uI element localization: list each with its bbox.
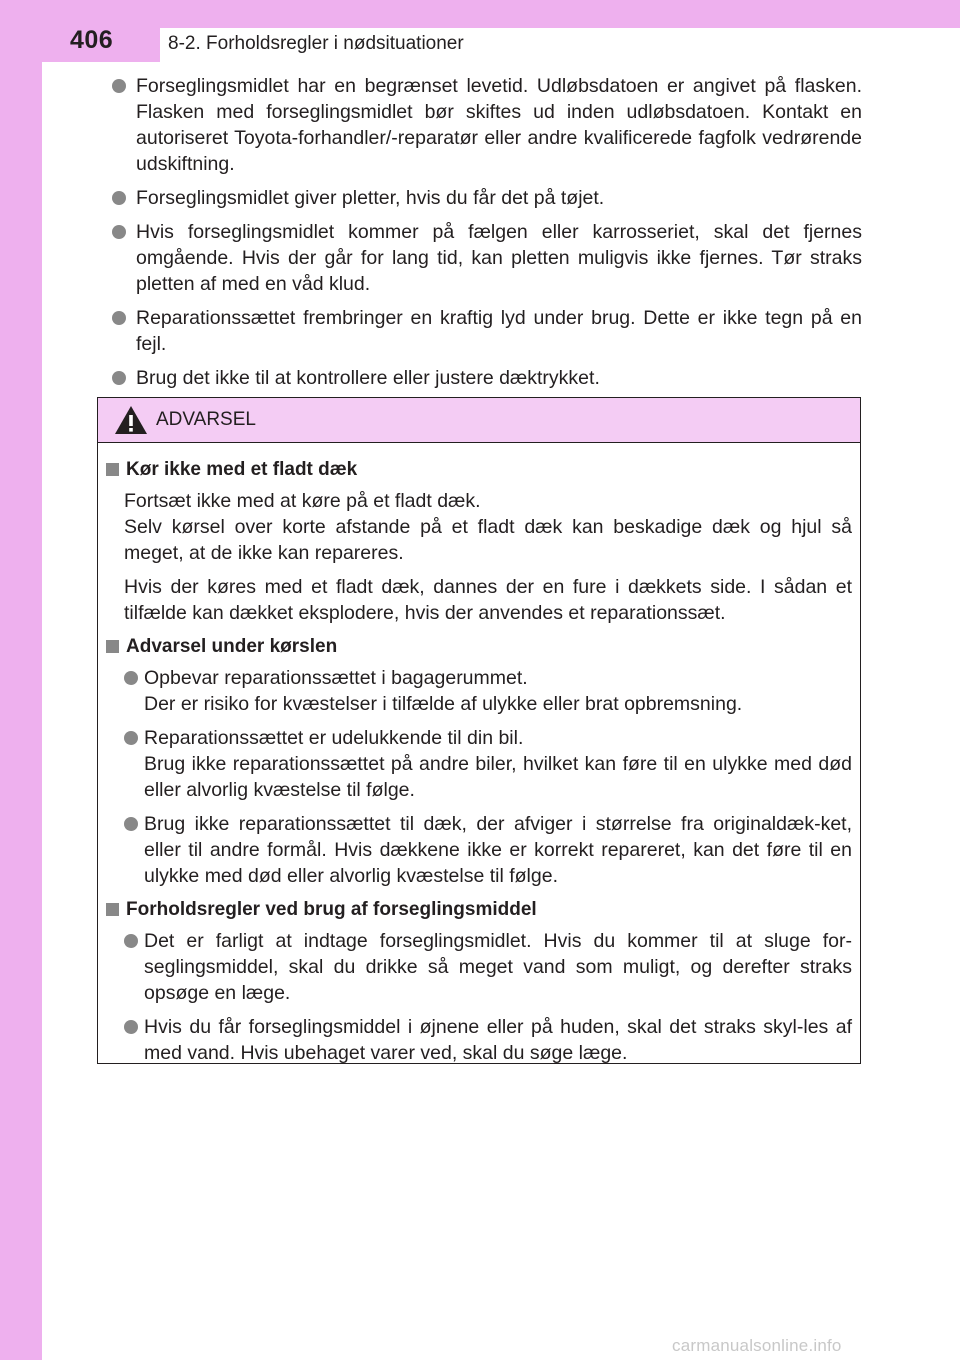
section-title: 8-2. Forholdsregler i nødsituationer [168,33,464,54]
warning-title: ADVARSEL [156,409,256,430]
warning-item: Opbevar reparationssættet i bagagerummet. Der er risiko for kvæstelser i tilfælde af ulykke eller brat opbremsning. [124,665,852,717]
note-item [106,305,862,357]
warning-item: Hvis du får forseglingsmiddel i øjnene eller på huden, skal det straks skyl-les af med vand. Hvis ubehaget varer ved, skal du søge læge. [124,1014,852,1066]
warning-item: Det er farligt at indtage forseglingsmidlet. Hvis du kommer til at sluge for-seglingsmiddel, skal du drikke så meget vand som muligt, og derefter straks opsøge en læge. [124,928,852,1006]
warning-paragraph: Hvis der køres med et fladt dæk, dannes der en fure i dækkets side. I sådan et tilfælde kan dækket eksplodere, hvis der anvendes et reparationssæt. [124,576,852,624]
note-item [106,185,862,211]
bullet-dot-icon [112,79,126,93]
section-square-icon [106,903,119,916]
bullet-dot-icon [124,731,138,745]
page-number: 406 [70,26,114,54]
note-item [106,73,862,177]
note-item [106,365,862,391]
note-text: Reparationssættet frembringer en kraftig lyd under brug. Dette er ikke tegn på en fejl. [136,307,862,355]
bullet-dot-icon [112,225,126,239]
bullet-dot-icon [124,934,138,948]
warning-item: Brug ikke reparationssættet til dæk, der afviger i størrelse fra originaldæk-ket, eller til andre formål. Hvis dækkene ikke er korrekt repareret, kan det føre til en ulykke med død eller alvorlig kvæstelse til følge. [124,811,852,889]
warning-item: Reparationssættet er udelukkende til din bil. Brug ikke reparationssættet på andre biler, hvilket kan føre til en ulykke med død eller alvorlig kvæstelse til følge. [124,725,852,803]
section-square-icon [106,463,119,476]
section-square-icon [106,640,119,653]
warning-section-heading: Advarsel under kørslen [106,634,852,660]
note-item [106,219,862,297]
note-text: Forseglingsmidlet har en begrænset levetid. Udløbsdatoen er angivet på flasken. Flasken med forseglingsmidlet bør skiftes ud inden udløbsdatoen. Kontakt en autoriseret Toyota-forhandler/-reparatør eller andre kvalificerede fagfolk vedrørende udskiftning. [136,75,862,175]
note-text: Forseglingsmidlet giver pletter, hvis du får det på tøjet. [136,187,605,209]
warning-paragraph: Fortsæt ikke med at køre på et fladt dæk. Selv kørsel over korte afstande på et fladt dæk kan beskadige dæk og hjul så meget, at de ikke kan repareres. [124,490,852,564]
watermark: carmanualsonline.info [672,1336,842,1355]
bullet-dot-icon [124,671,138,685]
bullet-dot-icon [124,1020,138,1034]
warning-header [98,398,860,443]
note-text: Brug det ikke til at kontrollere eller justere dæktrykket. [136,367,600,389]
warning-box [97,397,861,1064]
side-color-strip [0,0,42,1360]
bullet-dot-icon [112,311,126,325]
bullet-dot-icon [112,371,126,385]
warning-section-heading: Kør ikke med et fladt dæk [106,457,852,483]
warning-section-heading: Forholdsregler ved brug af forseglingsmiddel [106,897,852,923]
note-text: Hvis forseglingsmidlet kommer på fælgen eller karrosseriet, skal det fjernes omgående. Hvis der går for lang tid, kan pletten muligvis ikke fjernes. Tør straks pletten af med en våd klud. [136,221,862,295]
bullet-dot-icon [112,191,126,205]
bullet-dot-icon [124,817,138,831]
notes-list [106,73,862,399]
warning-triangle-icon [114,405,148,435]
warning-body [98,443,860,1066]
